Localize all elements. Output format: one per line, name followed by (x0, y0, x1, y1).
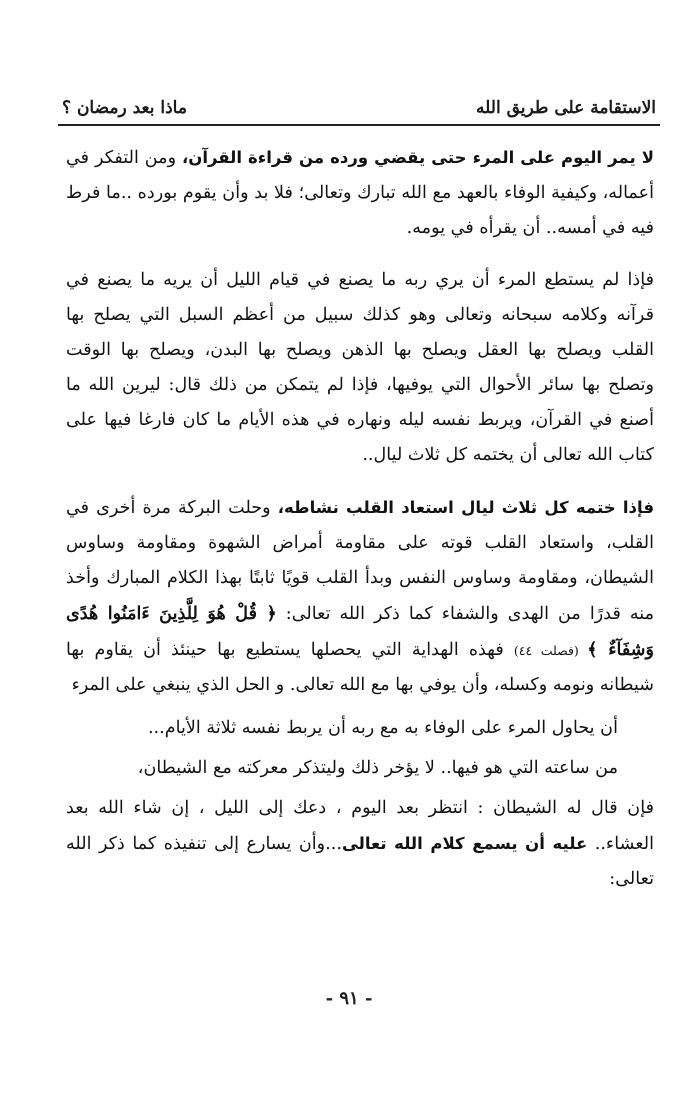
page-number: - ٩١ - (325, 988, 373, 1009)
paragraph-text: ...وأن يسارع إلى تنفيذه كما ذكر الله تعالى: (66, 834, 654, 889)
paragraph-1 (66, 140, 654, 246)
paragraph-text: ومن التفكر في أعماله، وكيفية الوفاء بالعهد مع الله تبارك وتعالى؛ فلا بد وأن يقوم بورده ..ما فرط فيه في أمسه.. أن يقرأه في يومه. (66, 148, 654, 238)
quran-verse: ﴿ قُلْ هُوَ لِلَّذِينَ ءَامَنُوا هُدًى وَشِفَآءٌ ﴾ (66, 603, 654, 660)
header-chapter-title: ماذا بعد رمضان ؟ (62, 98, 187, 118)
bold-phrase: عليه أن يسمع كلام الله تعالى (341, 834, 588, 853)
indented-line-2: من ساعته التي هو فيها.. لا يؤخر ذلك وليتذكر معركته مع الشيطان، (137, 758, 618, 778)
paragraph-text: وحلت البركة مرة أخرى في القلب، واستعاد القلب قوته على مقاومة أمراض الشهوة ومقاومة وساوس الشيطان، ومقاومة وساوس النفس وبدأ القلب قويًا ثابتًا بهذا الكلام المبارك وأخذ منه قدرًا من الهدى والشفاء كما ذكر الله تعالى: (66, 498, 654, 624)
verse-reference: (فصلت ٤٤) (513, 643, 588, 658)
bold-phrase: لا يمر اليوم على المرء حتى يقضي ورده من قراءة القرآن، (182, 148, 655, 167)
paragraph-2: فإذا لم يستطع المرء أن يري ربه ما يصنع في قيام الليل أن يريه ما يصنع في قرآنه وكلامه سبحانه وتعالى وهو كذلك سبيل من أعظم السبل التي يصلح بها القلب ويصلح بها العقل ويصلح بها الذهن ويصلح بها البدن، ويصلح بها الوقت وتصلح بها سائر الأحوال التي يوفيها، فإذا لم يتمكن من ذلك قال: ليرين الله ما أصنع في القرآن، ويربط نفسه ليله ونهاره في هذه الأيام ما كان فارغا فيها على كتاب الله تعالى أن يختمه كل ثلاث ليال.. (66, 270, 654, 465)
header-book-title: الاستقامة على طريق الله (476, 98, 656, 118)
running-header (62, 84, 656, 118)
bold-phrase: فإذا ختمه كل ثلاث ليال استعاد القلب نشاطه، (277, 498, 654, 517)
page-body (66, 140, 654, 897)
paragraph-text: فإن قال له الشيطان : انتظر بعد اليوم ، دعك إلى الليل ، إن شاء الله بعد العشاء.. (66, 798, 655, 854)
header-divider (58, 124, 660, 126)
paragraph-text: فهذه الهداية التي يحصلها يستطيع بها حينئذ أن يقاوم بها شيطانه ونومه وكسله، وأن يوفي بها مع الله تعالى. و الحل الذي ينبغي على المرء (66, 640, 654, 695)
indented-line-1: أن يحاول المرء على الوفاء به مع ربه أن يربط نفسه ثلاثة الأيام... (147, 718, 618, 738)
paragraph-4 (66, 791, 654, 897)
paragraph-3 (66, 490, 654, 703)
